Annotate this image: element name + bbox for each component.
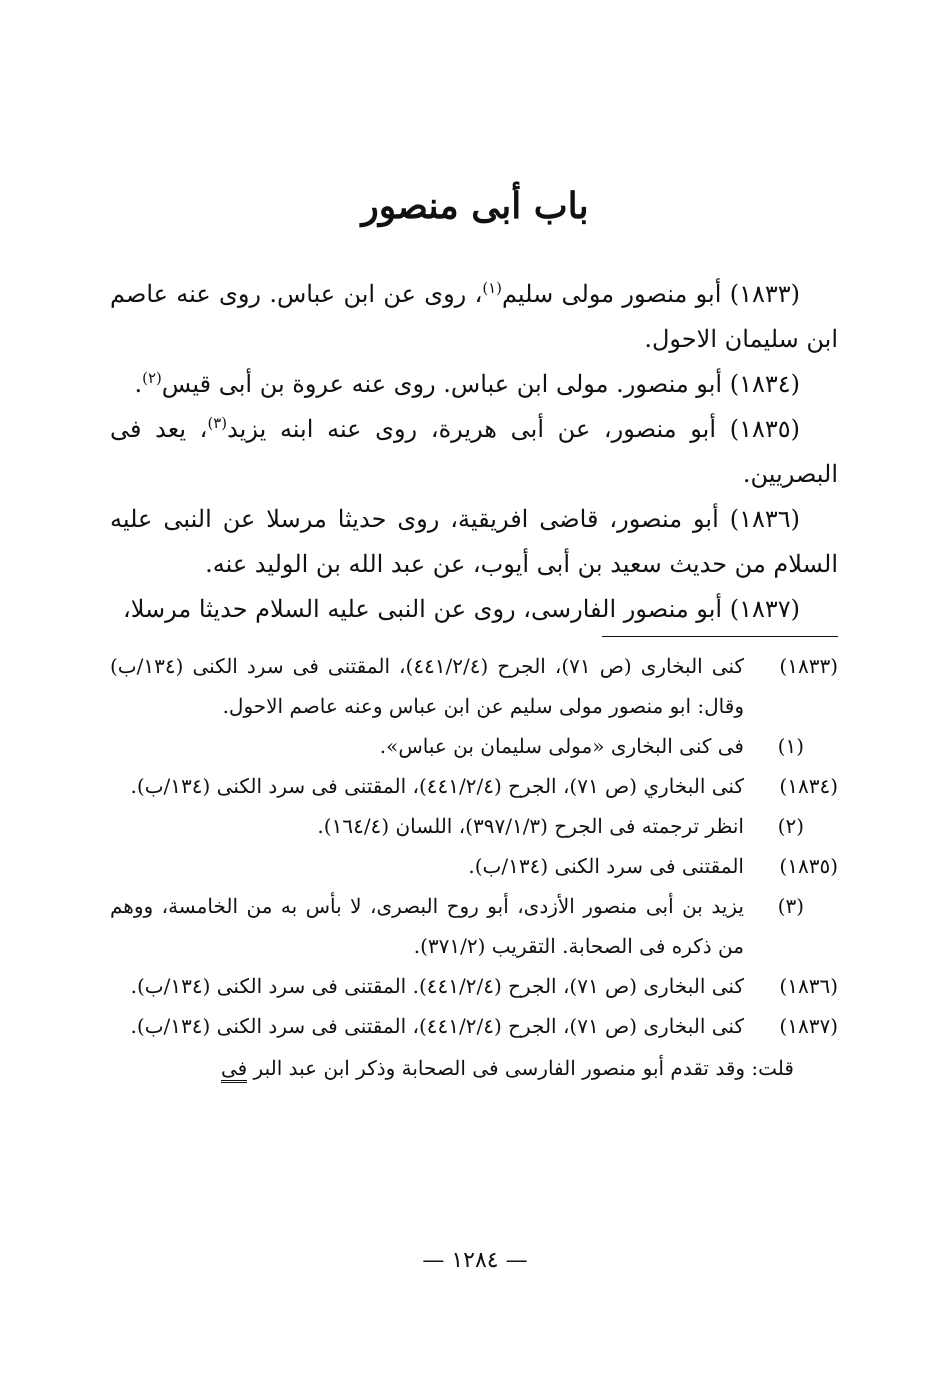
closing-underlined-word: فى — [221, 1056, 247, 1083]
footnote — [110, 966, 838, 1006]
footnote-text: كنى البخاري (ص ٧١)، الجرح (٤٤١/٢/٤)، المقتنى فى سرد الكنى (١٣٤/ب). — [130, 774, 744, 798]
footnote-text: يزيد بن أبى منصور الأزدى، أبو روح البصرى، لا بأس به من الخامسة، ووهم من ذكره فى الصحابة. التقريب (٣٧١/٢). — [110, 894, 744, 958]
footnote-label: (١٨٣٥) — [779, 854, 838, 878]
footnote-label: (١) — [777, 734, 804, 758]
footnote-label: (٢) — [777, 814, 804, 838]
entry-text: أبو منصور، قاضى افريقية، روى حديثا مرسلا عن النبى عليه السلام من حديث سعيد بن أبى أيوب، عن عبد الله بن الوليد عنه. — [110, 505, 838, 578]
entries-section — [110, 272, 838, 632]
footnote — [110, 1006, 838, 1046]
footnote-divider — [602, 636, 838, 637]
footnote-label: (١٨٣٤) — [779, 774, 838, 798]
footnote — [110, 806, 838, 846]
entry-number: (١٨٣٧) — [729, 595, 800, 623]
entry-1835 — [110, 407, 838, 497]
entry-text: . — [134, 370, 143, 398]
footnote-ref: (١) — [482, 279, 502, 297]
footnote — [110, 846, 838, 886]
entry-text: أبو منصور الفارسى، روى عن النبى عليه السلام حديثا مرسلا، — [122, 595, 730, 623]
footnotes-section — [110, 646, 838, 1088]
footnote — [110, 886, 838, 966]
entry-text: أبو منصور مولى سليم — [501, 280, 730, 308]
footnote-ref: (٣) — [207, 414, 228, 432]
entry-1837 — [110, 587, 838, 632]
footnote-ref: (٢) — [142, 369, 162, 387]
closing-remark — [110, 1048, 838, 1088]
entry-1833 — [110, 272, 838, 362]
entry-text: ، روى عن ابن عباس. روى عنه عاصم ابن سليمان الاحول. — [110, 280, 838, 353]
footnote-text: انظر ترجمته فى الجرح (٣٩٧/١/٣)، اللسان (١٦٤/٤). — [317, 814, 744, 838]
footnote-label: (١٨٣٣) — [779, 654, 838, 678]
footnote-text: فى كنى البخارى «مولى سليمان بن عباس». — [379, 734, 744, 758]
footnote-text: كنى البخارى (ص ٧١)، الجرح (٤٤١/٢/٤)، المقتنى فى سرد الكنى (١٣٤/ب) وقال: ابو منصور مولى سليم عن ابن عباس وعنه عاصم الاحول. — [110, 654, 745, 718]
entry-text: أبو منصور، عن أبى هريرة، روى عنه ابنه يزيد — [227, 415, 730, 443]
page-number: — ١٢٨٤ — — [422, 1248, 528, 1273]
entry-1834 — [110, 362, 838, 407]
footnote — [110, 726, 838, 766]
footnote-text: المقتنى فى سرد الكنى (١٣٤/ب). — [468, 854, 744, 878]
chapter-title: باب أبى منصور — [361, 185, 589, 227]
entry-number: (١٨٣٣) — [729, 280, 800, 308]
footnote — [110, 646, 838, 726]
closing-text: قلت: وقد تقدم أبو منصور الفارسى فى الصحابة وذكر ابن عبد البر — [247, 1056, 794, 1080]
footnote-label: (١٨٣٦) — [779, 974, 838, 998]
entry-text: أبو منصور. مولى ابن عباس. روى عنه عروة بن أبى قيس — [161, 370, 730, 398]
footnote-text: كنى البخارى (ص ٧١)، الجرح (٤٤١/٢/٤)، المقتنى فى سرد الكنى (١٣٤/ب). — [130, 1014, 744, 1038]
entry-text: ، يعد فى البصريين. — [110, 415, 838, 488]
entry-number: (١٨٣٦) — [729, 505, 800, 533]
footnote-text: كنى البخارى (ص ٧١)، الجرح (٤٤١/٢/٤). المقتنى فى سرد الكنى (١٣٤/ب). — [130, 974, 744, 998]
footnote-label: (١٨٣٧) — [779, 1014, 838, 1038]
footnote-label: (٣) — [777, 894, 804, 918]
entry-1836 — [110, 497, 838, 587]
entry-number: (١٨٣٥) — [729, 415, 800, 443]
footnote — [110, 766, 838, 806]
entry-number: (١٨٣٤) — [729, 370, 800, 398]
